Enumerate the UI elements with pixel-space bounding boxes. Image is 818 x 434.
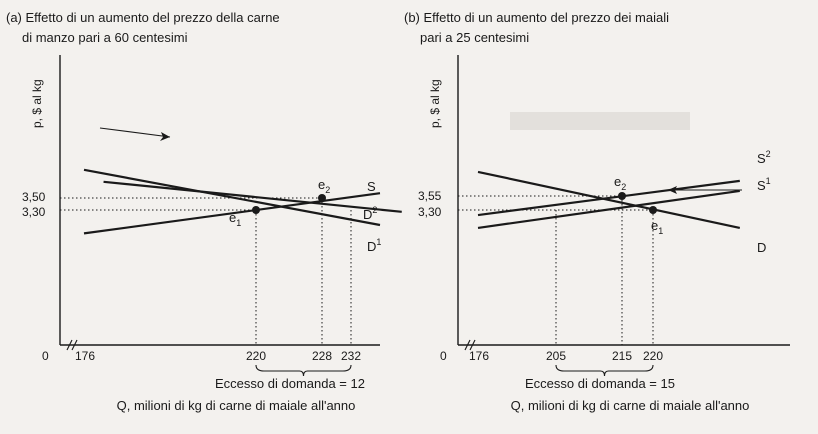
- panel-a-title: (a) Effetto di un aumento del prezzo della carne: [6, 10, 280, 25]
- panel-b-x-tick-220: 220: [642, 349, 664, 363]
- panel-b-y-tick-low: 3,30: [418, 205, 442, 219]
- panel-b-label-s1: $S^1$: [757, 176, 771, 193]
- panel-a-subtitle: di manzo pari a 60 centesimi: [22, 30, 188, 45]
- panel-b-x-tick-176: 176: [469, 349, 490, 363]
- panel-b-label-e1: $e_1$: [651, 218, 664, 236]
- panel-a-x-tick-176: 176: [75, 349, 96, 363]
- panel-a-equilibrium-point: [252, 206, 260, 214]
- panel-a-label-d1: $D^1$: [367, 237, 382, 254]
- panel-b-label-d: D: [757, 240, 767, 255]
- panel-b-x-tick-origin: 0: [440, 349, 447, 363]
- panel-b-excess-demand: Eccesso di domanda = 15: [525, 376, 675, 391]
- panel-a-x-tick-220: 220: [245, 349, 267, 363]
- panel-a-y-tick-low: 3,30: [22, 205, 46, 219]
- panel-a-equilibrium-point: [318, 194, 326, 202]
- panel-a-x-tick-232: 232: [340, 349, 362, 363]
- panel-b-equilibrium-point: [618, 192, 626, 200]
- panel-b-y-axis-label: p, $ al kg: [428, 79, 442, 128]
- panel-b-equilibrium-point: [649, 206, 657, 214]
- panel-a-y-axis-label: p, $ al kg: [30, 79, 44, 128]
- panel-b-x-axis-label: Q, milioni di kg di carne di maiale all'anno: [510, 398, 750, 413]
- panel-b-label-e2: $e_2$: [614, 174, 627, 192]
- panel-b-subtitle: pari a 25 centesimi: [420, 30, 530, 45]
- panel-a-x-tick-228: 228: [311, 349, 333, 363]
- panel-b-y-tick-high: 3,55: [418, 189, 442, 203]
- panel-a-label-s: S: [367, 179, 376, 194]
- panel-b-x-tick-205: 205: [545, 349, 567, 363]
- panel-a-x-axis-label: Q, milioni di kg di carne di maiale all'anno: [116, 398, 356, 413]
- panel-a-label-d2: $D^2$: [363, 205, 378, 222]
- panel-b-x-tick-215: 215: [611, 349, 633, 363]
- panel-a-label-e1: $e_1$: [229, 210, 242, 228]
- panel-a-excess-demand: Eccesso di domanda = 12: [215, 376, 365, 391]
- panel-b-label-s2: $S^2$: [757, 149, 771, 166]
- panel-a-y-tick-high: 3,50: [22, 190, 46, 204]
- panel-a-label-e2: $e_2$: [318, 177, 331, 195]
- panel-a-x-tick-origin: 0: [42, 349, 49, 363]
- panel-b-title: (b) Effetto di un aumento del prezzo dei maiali: [404, 10, 669, 25]
